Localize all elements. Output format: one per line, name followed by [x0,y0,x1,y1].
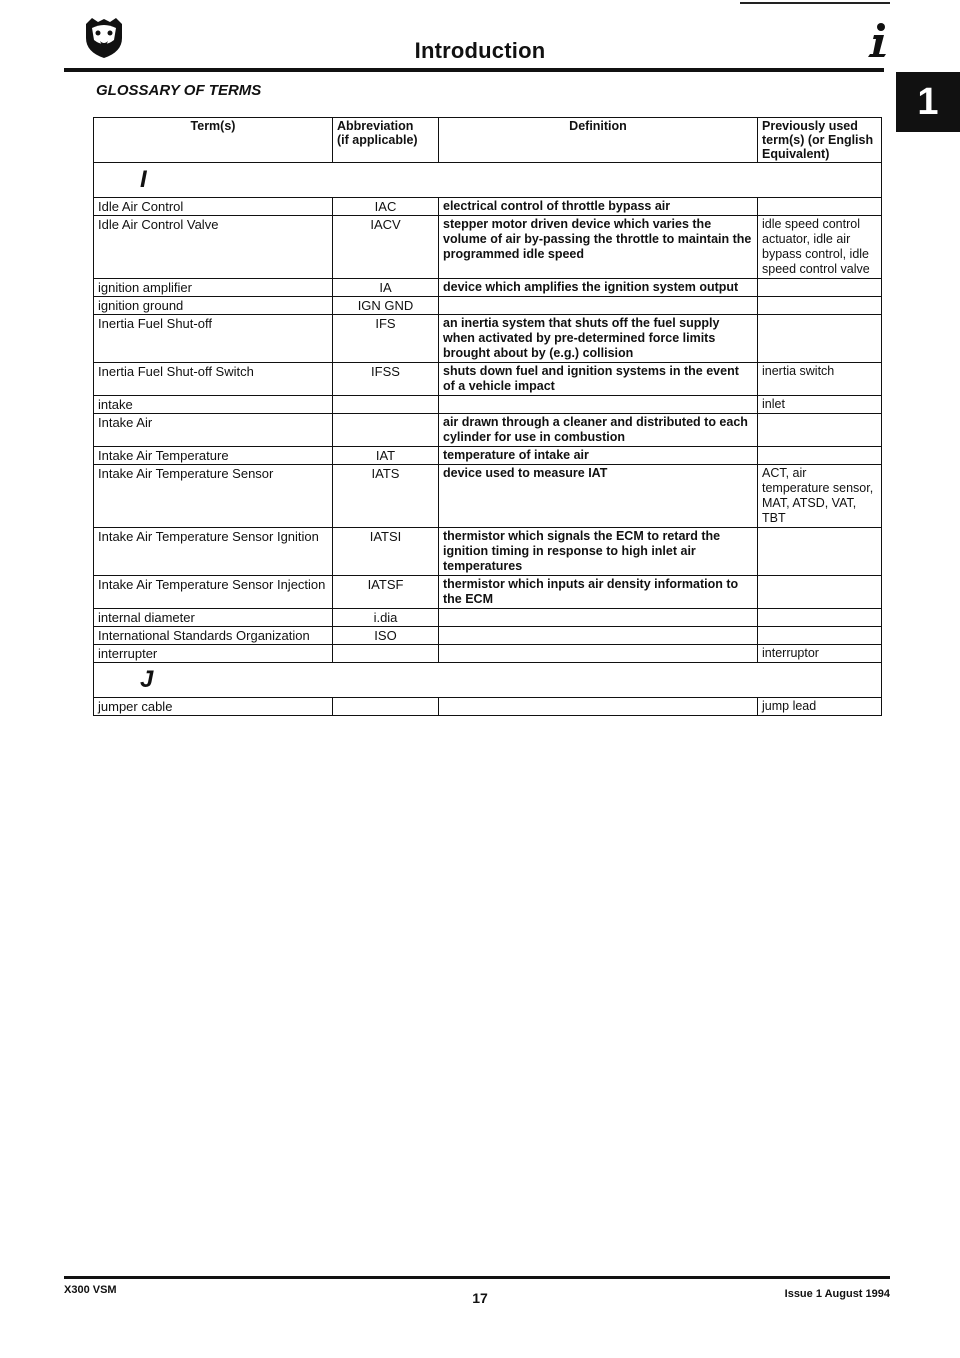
page-number: 17 [472,1290,488,1306]
term-cell: Intake Air Temperature Sensor Ignition [94,528,333,576]
definition-cell: device which amplifies the ignition system output [439,279,758,297]
abbreviation-cell: IA [333,279,439,297]
term-cell: intake [94,396,333,414]
term-cell: jumper cable [94,698,333,716]
table-row [94,528,882,576]
abbreviation-cell: IATS [333,465,439,528]
term-cell: internal diameter [94,609,333,627]
previous-term-cell [758,627,882,645]
top-rule [740,2,890,4]
abbreviation-cell: IFS [333,315,439,363]
previous-term-cell [758,297,882,315]
table-header-row [94,118,882,163]
definition-cell: thermistor which inputs air density information to the ECM [439,576,758,609]
term-cell: Idle Air Control [94,198,333,216]
abbreviation-cell [333,396,439,414]
abbreviation-cell [333,645,439,663]
header-rule [64,68,884,72]
previous-term-cell: idle speed control actuator, idle air bypass control, idle speed control valve [758,216,882,279]
definition-cell [439,698,758,716]
definition-cell: temperature of intake air [439,447,758,465]
previous-term-cell [758,609,882,627]
table-row [94,447,882,465]
glossary-table [93,117,882,716]
header-term: Term(s) [94,118,333,163]
table-body [94,163,882,716]
footer-manual-code: X300 VSM [64,1284,117,1296]
table-row [94,698,882,716]
abbreviation-cell: IAC [333,198,439,216]
abbreviation-cell: IATSI [333,528,439,576]
previous-term-cell: inertia switch [758,363,882,396]
previous-term-cell [758,576,882,609]
letter-divider-row [94,163,882,198]
previous-term-cell: interruptor [758,645,882,663]
term-cell: Intake Air Temperature Sensor [94,465,333,528]
letter-heading: J [94,663,882,698]
table-row [94,363,882,396]
previous-term-cell [758,528,882,576]
term-cell: Intake Air Temperature Sensor Injection [94,576,333,609]
header-previous: Previously used term(s) (or English Equivalent) [758,118,882,163]
abbreviation-cell: i.dia [333,609,439,627]
previous-term-cell: jump lead [758,698,882,716]
table-row [94,645,882,663]
definition-cell: device used to measure IAT [439,465,758,528]
abbreviation-cell: IACV [333,216,439,279]
table-row [94,216,882,279]
term-cell: interrupter [94,645,333,663]
abbreviation-cell: IAT [333,447,439,465]
table-row [94,627,882,645]
definition-cell: thermistor which signals the ECM to retard the ignition timing in response to high inlet air temperatures [439,528,758,576]
definition-cell: air drawn through a cleaner and distributed to each cylinder for use in combustion [439,414,758,447]
term-cell: Intake Air Temperature [94,447,333,465]
previous-term-cell [758,315,882,363]
previous-term-cell: inlet [758,396,882,414]
table-row [94,297,882,315]
term-cell: International Standards Organization [94,627,333,645]
previous-term-cell [758,198,882,216]
previous-term-cell [758,447,882,465]
table-row [94,414,882,447]
footer-rule [64,1276,890,1279]
table-row [94,315,882,363]
page-title: Introduction [414,38,546,63]
section-heading: GLOSSARY OF TERMS [96,82,262,99]
info-icon [862,22,892,58]
footer-issue: Issue 1 August 1994 [784,1288,890,1300]
term-cell: Intake Air [94,414,333,447]
term-cell: ignition amplifier [94,279,333,297]
definition-cell: electrical control of throttle bypass air [439,198,758,216]
table-row [94,279,882,297]
term-cell: Inertia Fuel Shut-off Switch [94,363,333,396]
previous-term-cell [758,279,882,297]
previous-term-cell: ACT, air temperature sensor, MAT, ATSD, VAT, TBT [758,465,882,528]
section-tab: 1 [896,72,960,132]
table-row [94,576,882,609]
term-cell: ignition ground [94,297,333,315]
letter-divider-row [94,663,882,698]
definition-cell: stepper motor driven device which varies the volume of air by-passing the throttle to maintain the programmed idle speed [439,216,758,279]
table-row [94,198,882,216]
previous-term-cell [758,414,882,447]
definition-cell [439,627,758,645]
table-row [94,465,882,528]
header-definition: Definition [439,118,758,163]
definition-cell [439,645,758,663]
letter-heading: I [94,163,882,198]
definition-cell [439,297,758,315]
header-abbreviation: Abbreviation (if applicable) [333,118,439,163]
definition-cell: an inertia system that shuts off the fuel supply when activated by pre-determined force limits brought about by (e.g.) collision [439,315,758,363]
definition-cell [439,396,758,414]
abbreviation-cell [333,414,439,447]
definition-cell [439,609,758,627]
abbreviation-cell: IFSS [333,363,439,396]
term-cell: Inertia Fuel Shut-off [94,315,333,363]
term-cell: Idle Air Control Valve [94,216,333,279]
abbreviation-cell [333,698,439,716]
abbreviation-cell: IGN GND [333,297,439,315]
abbreviation-cell: IATSF [333,576,439,609]
definition-cell: shuts down fuel and ignition systems in the event of a vehicle impact [439,363,758,396]
abbreviation-cell: ISO [333,627,439,645]
table-row [94,396,882,414]
table-row [94,609,882,627]
